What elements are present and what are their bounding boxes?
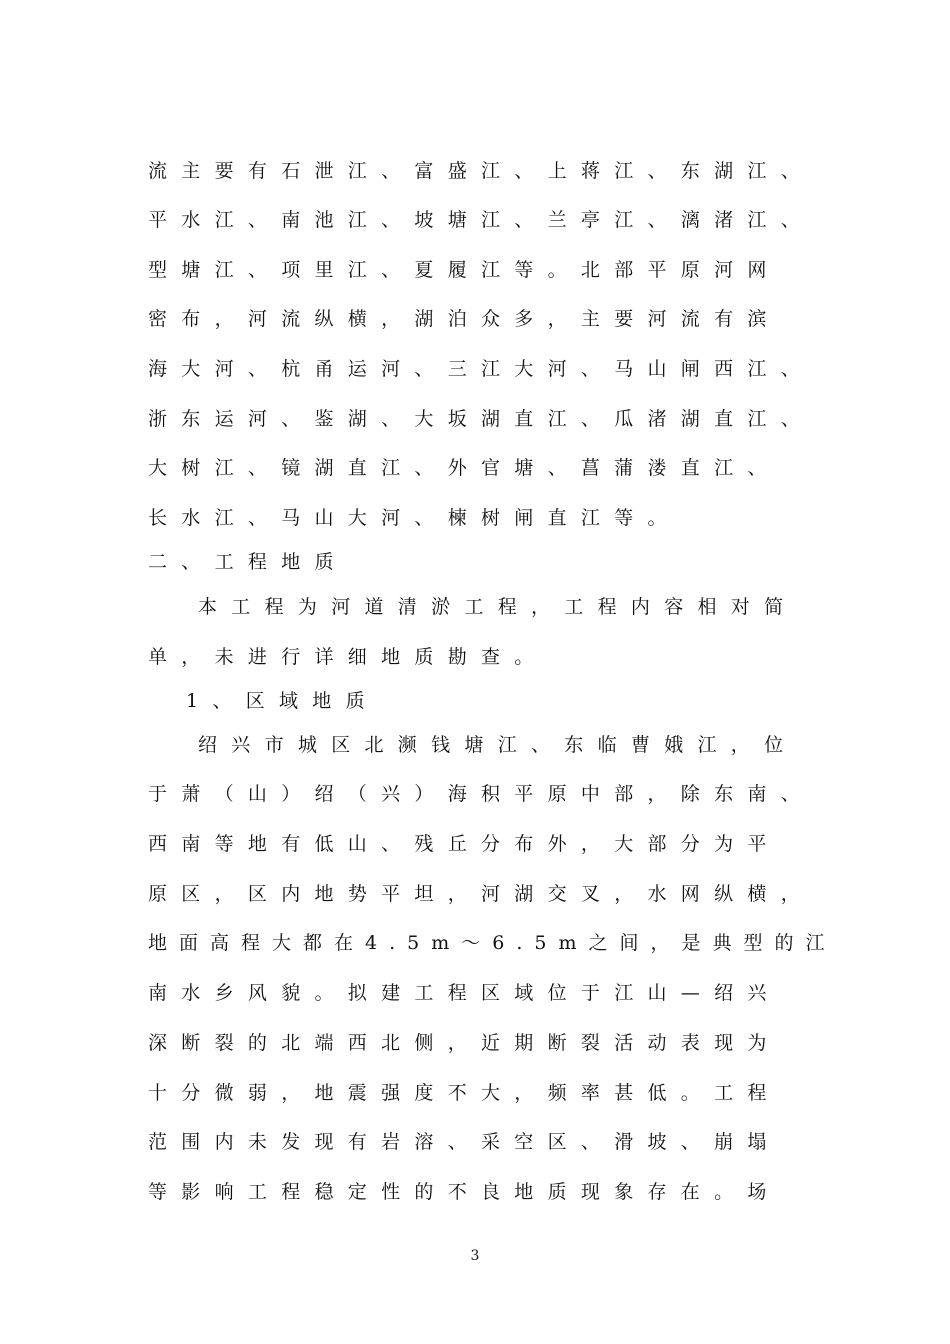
text-line: 流主要有石泄江、富盛江、上蒋江、东湖江、 xyxy=(148,160,815,182)
text-line: 长水江、马山大河、楝树闸直江等。 xyxy=(148,507,681,529)
text-line: 绍兴市城区北濒钱塘江、东临曹娥江，位 xyxy=(198,734,798,756)
text-line: 地面高程大都在4.5m～6.5m之间，是典型的江 xyxy=(148,932,837,954)
text-line: 密布，河流纵横，湖泊众多，主要河流有滨 xyxy=(148,308,781,330)
text-line: 本工程为河道清淤工程，工程内容相对简 xyxy=(198,596,798,618)
section-heading: 二、工程地质 xyxy=(148,551,348,573)
text-line: 单，未进行详细地质勘查。 xyxy=(148,646,548,668)
text-line: 浙东运河、鉴湖、大坂湖直江、瓜渚湖直江、 xyxy=(148,408,815,430)
text-line: 等影响工程稳定性的不良地质现象存在。场 xyxy=(148,1181,781,1203)
page-number: 3 xyxy=(470,1248,480,1264)
subsection-heading: 1、区域地质 xyxy=(186,690,379,712)
text-line: 范围内未发现有岩溶、采空区、滑坡、崩塌 xyxy=(148,1131,781,1153)
text-line: 于萧（山）绍（兴）海积平原中部，除东南、 xyxy=(148,783,815,805)
text-line: 西南等地有低山、残丘分布外，大部分为平 xyxy=(148,833,781,855)
text-line: 深断裂的北端西北侧，近期断裂活动表现为 xyxy=(148,1032,781,1054)
text-line: 南水乡风貌。拟建工程区域位于江山—绍兴 xyxy=(148,982,781,1004)
text-line: 型塘江、项里江、夏履江等。北部平原河网 xyxy=(148,259,781,281)
text-line: 海大河、杭甬运河、三江大河、马山闸西江、 xyxy=(148,358,815,380)
text-line: 平水江、南池江、坡塘江、兰亭江、漓渚江、 xyxy=(148,209,815,231)
text-line: 大树江、镜湖直江、外官塘、菖蒲溇直江、 xyxy=(148,457,781,479)
text-line: 十分微弱，地震强度不大，频率甚低。工程 xyxy=(148,1082,781,1104)
text-line: 原区，区内地势平坦，河湖交叉，水网纵横， xyxy=(148,883,815,905)
